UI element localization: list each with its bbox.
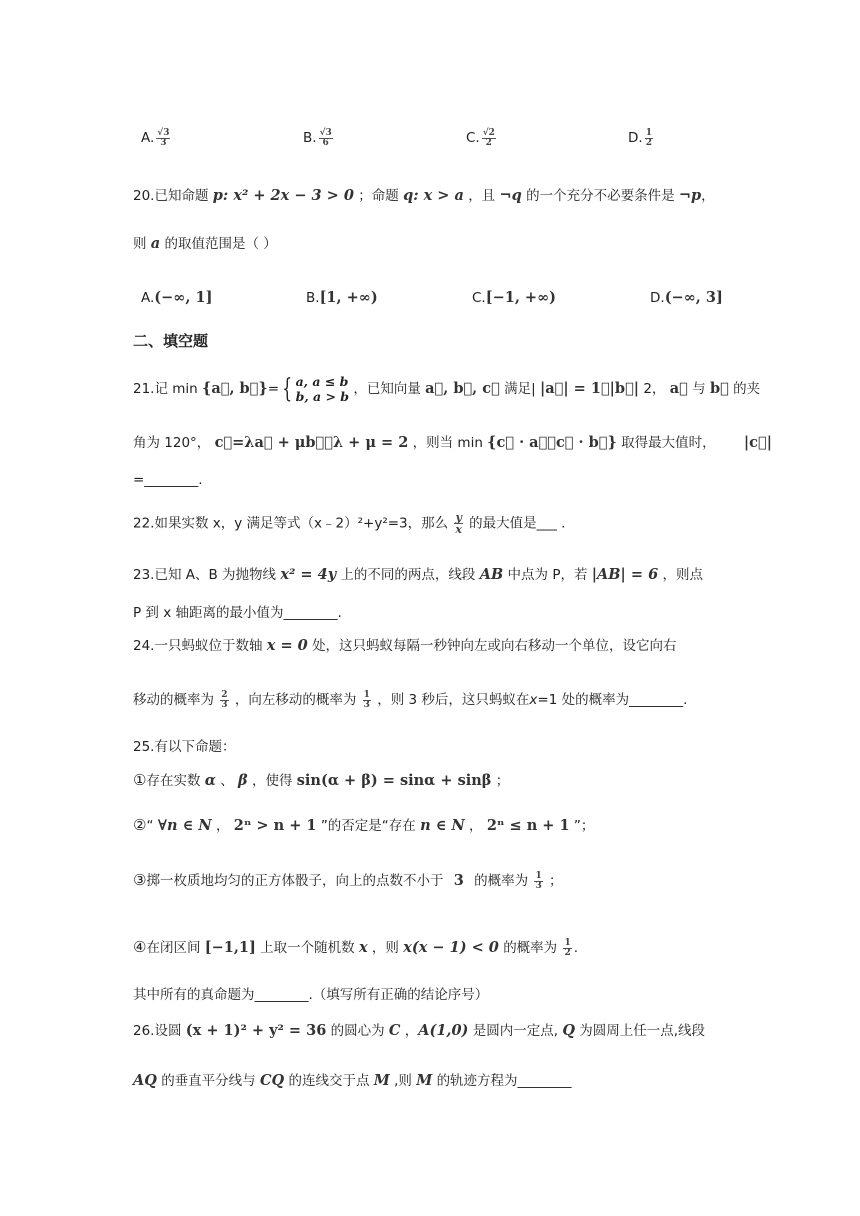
q20-option-c [472, 288, 556, 308]
item-marker: ② [133, 816, 147, 834]
text: ，且 [468, 188, 496, 204]
math-magnitudes: |a⃗| = 1，|b⃗| [539, 380, 640, 397]
math-not-q: ¬q [499, 187, 522, 204]
math-x: x [529, 692, 538, 708]
text: 的取值范围是（ ） [164, 236, 277, 252]
frac-numerator: 2 [221, 689, 228, 700]
math-m: M [416, 1072, 433, 1089]
math-ab: AB [479, 566, 504, 583]
text: ，使得 [251, 773, 293, 789]
q22-line [133, 512, 565, 535]
fraction: $\frac{√3}{6}$ [319, 127, 332, 148]
option-letter: B. [303, 130, 317, 146]
case-2: b, a > b [295, 389, 350, 404]
text: ,则 [394, 1073, 412, 1089]
fraction-y-over-x [454, 512, 462, 535]
math-quadratic-ineq: x(x − 1) < 0 [403, 939, 499, 956]
text: ，则点 [662, 567, 703, 583]
text: = [267, 381, 280, 397]
fraction: $\frac{√2}{2}$ [482, 127, 495, 148]
text: 上取一个随机数 [260, 940, 355, 956]
text: ”； [573, 818, 595, 834]
q20-line1 [133, 186, 715, 206]
q25-tail: 其中所有的真命题为________.（填写所有正确的结论序号） [133, 987, 489, 1003]
math-c-def: c⃗=λa⃗ + μb⃗，λ + μ = 2 [214, 434, 409, 451]
text: ，则 [371, 940, 399, 956]
text: “ [146, 818, 154, 834]
text: ， [469, 818, 483, 834]
text: ， [701, 188, 715, 204]
text: 移动的概率为 [133, 692, 214, 708]
fraction-one-third [363, 691, 371, 710]
q23-line1 [133, 565, 703, 585]
text: 的概率为 [503, 940, 558, 956]
text: 23.已知 A、B 为抛物线 [133, 567, 277, 583]
question-number: 21. [133, 381, 155, 397]
text: ，则当 min [412, 435, 483, 451]
math-ab-length: |AB| = 6 [591, 566, 659, 583]
math-three: 3 [453, 872, 464, 889]
option-value: [−1, +∞) [485, 289, 557, 306]
option-letter: C. [466, 130, 480, 146]
math-vec-a: a⃗ [669, 380, 688, 397]
math-aq: AQ [133, 1072, 157, 1089]
text: ，已知向量 [353, 381, 421, 397]
math-ineq: 2ⁿ > n + 1 [233, 817, 317, 834]
math-vec-b: b⃗ [709, 380, 729, 397]
item-marker: ① [133, 771, 147, 789]
q24-line2 [133, 690, 687, 710]
brace: { [282, 374, 293, 404]
q20-option-a [141, 288, 212, 308]
frac-denominator: 2 [564, 947, 571, 958]
text: 的连线交于点 [288, 1073, 370, 1089]
case-1: a, a ≤ b [295, 374, 349, 389]
text: ； [495, 773, 510, 789]
q20-option-b [306, 288, 378, 308]
text: 处，这只蚂蚁每隔一秒钟向左或向右移动一个单位，设它向右 [312, 638, 677, 654]
piecewise-cases [296, 374, 349, 404]
q25-stem: 25.有以下命题： [133, 739, 236, 755]
text: 与 [692, 381, 706, 397]
text: 在闭区间 [146, 940, 201, 956]
option-value: (−∞, 3] [664, 289, 723, 306]
option-letter: D. [650, 290, 665, 306]
math-beta: β [238, 772, 248, 789]
q24-line1 [133, 636, 677, 656]
text: ；命题 [358, 188, 399, 204]
text: 的轨迹方程为________ [436, 1073, 572, 1089]
math-ineq-neg: 2ⁿ ≤ n + 1 [486, 817, 570, 834]
text: 存在实数 [146, 773, 201, 789]
q19-option-c [466, 128, 498, 148]
frac-numerator: 1 [363, 689, 370, 700]
q20-option-d [650, 288, 723, 308]
q26-line2 [133, 1071, 572, 1091]
text: 22.如果实数 x，y 满足等式（x﹣2）²+y²=3，那么 [133, 515, 449, 532]
text: 中点为 P，若 [507, 567, 588, 583]
option-letter: B. [306, 290, 320, 306]
q19-option-d [628, 128, 655, 148]
math-parabola: x² = 4y [280, 566, 337, 583]
item-marker: ③ [133, 871, 147, 889]
math-point-a: A(1,0) [418, 1022, 469, 1039]
math-a: a [150, 235, 161, 252]
option-letter: D. [628, 130, 643, 146]
text: 2， [643, 381, 666, 397]
q25-item-4 [133, 937, 578, 958]
text: 记 min [154, 381, 198, 397]
text: 上的不同的两点，线段 [340, 567, 476, 583]
frac-denominator: 3 [363, 699, 370, 710]
q25-item-1 [133, 770, 509, 791]
math-q: Q [562, 1022, 575, 1039]
text: ，向左移动的概率为 [234, 692, 357, 708]
section-heading: 二、填空题 [133, 332, 209, 350]
text: 角为 120°， [133, 435, 211, 451]
math-q: q: x > a [403, 187, 464, 204]
math-circle: (x + 1)² + y² = 36 [185, 1022, 327, 1039]
math-forall: ∀n ∈ N [157, 817, 212, 834]
q25-item-3 [133, 870, 563, 891]
text: ； [549, 873, 563, 889]
q26-line1 [133, 1021, 705, 1041]
fraction-two-thirds [220, 691, 228, 710]
text: 为圆周上任一点,线段 [579, 1023, 706, 1039]
option-letter: A. [141, 130, 155, 146]
text: 满足| [504, 381, 536, 397]
text: 则 [133, 236, 147, 252]
text: 的圆心为 [330, 1023, 385, 1039]
math-x-zero: x = 0 [266, 637, 308, 654]
frac-numerator: 1 [535, 870, 542, 881]
text: 的夹 [733, 381, 761, 397]
frac-numerator: y [455, 511, 462, 524]
q19-option-b [303, 128, 335, 148]
math-x: x [358, 939, 368, 956]
text: 26.设圆 [133, 1023, 182, 1039]
text: ， [215, 818, 230, 834]
math-not-p: ¬p [678, 187, 702, 204]
option-value: (−∞, 1] [154, 289, 213, 306]
math-exists: n ∈ N [420, 817, 465, 834]
math-p: p: x² + 2x − 3 > 0 [212, 187, 354, 204]
text: ， [404, 1023, 419, 1039]
math-set: {a⃗, b⃗} [202, 380, 268, 397]
math-c: C [388, 1022, 401, 1039]
option-value: [1, +∞) [319, 289, 378, 306]
item-marker: ④ [133, 938, 147, 956]
frac-denominator: x [455, 523, 462, 536]
question-number: 20. [133, 188, 155, 204]
fraction-one-half [563, 939, 571, 958]
text: 的一个充分不必要条件是 [526, 188, 675, 204]
math-vectors: a⃗, b⃗, c⃗ [425, 380, 500, 397]
math-cq: CQ [259, 1072, 285, 1089]
text: 、 [220, 773, 234, 789]
q23-line2: P 到 x 轴距离的最小值为________. [133, 605, 342, 621]
fraction: $\frac{√3}{3}$ [157, 127, 170, 148]
text: 取得最大值时， [621, 435, 716, 451]
fraction-one-third [534, 872, 542, 891]
text: =1 处的概率为________. [537, 692, 688, 708]
math-min-set: {c⃗ · a⃗，c⃗ · b⃗} [487, 434, 617, 451]
text: 的垂直平分线与 [161, 1073, 256, 1089]
text: 的最大值是___ . [469, 515, 566, 532]
text: 的概率为 [474, 873, 529, 889]
frac-denominator: 3 [221, 699, 228, 710]
q21-line3: =________. [133, 472, 203, 488]
q21-line1 [133, 374, 760, 404]
q21-line2 [133, 433, 772, 453]
option-letter: C. [472, 290, 486, 306]
frac-numerator: 1 [564, 937, 571, 948]
math-c-abs: |c⃗| [743, 434, 772, 451]
q20-line2 [133, 234, 277, 254]
text: ，则 3 秒后，这只蚂蚁在 [377, 692, 530, 708]
text: ”的否定是“存在 [320, 818, 416, 834]
text: . [573, 940, 579, 956]
option-letter: A. [141, 290, 155, 306]
text: 已知命题 [154, 188, 209, 204]
text: 24.一只蚂蚁位于数轴 [133, 638, 263, 654]
q25-item-2 [133, 815, 594, 836]
fraction: $\frac{1}{2}$ [645, 127, 652, 148]
math-alpha: α [204, 772, 216, 789]
text: 是圆内一定点, [472, 1023, 559, 1039]
frac-denominator: 3 [535, 880, 542, 891]
math-sin-identity: sin(α + β) = sinα + sinβ [296, 772, 492, 789]
math-m: M [373, 1072, 390, 1089]
q19-option-a [141, 128, 172, 148]
text: 掷一枚质地均匀的正方体骰子，向上的点数不小于 [146, 873, 444, 889]
math-interval: [−1,1] [204, 939, 256, 956]
